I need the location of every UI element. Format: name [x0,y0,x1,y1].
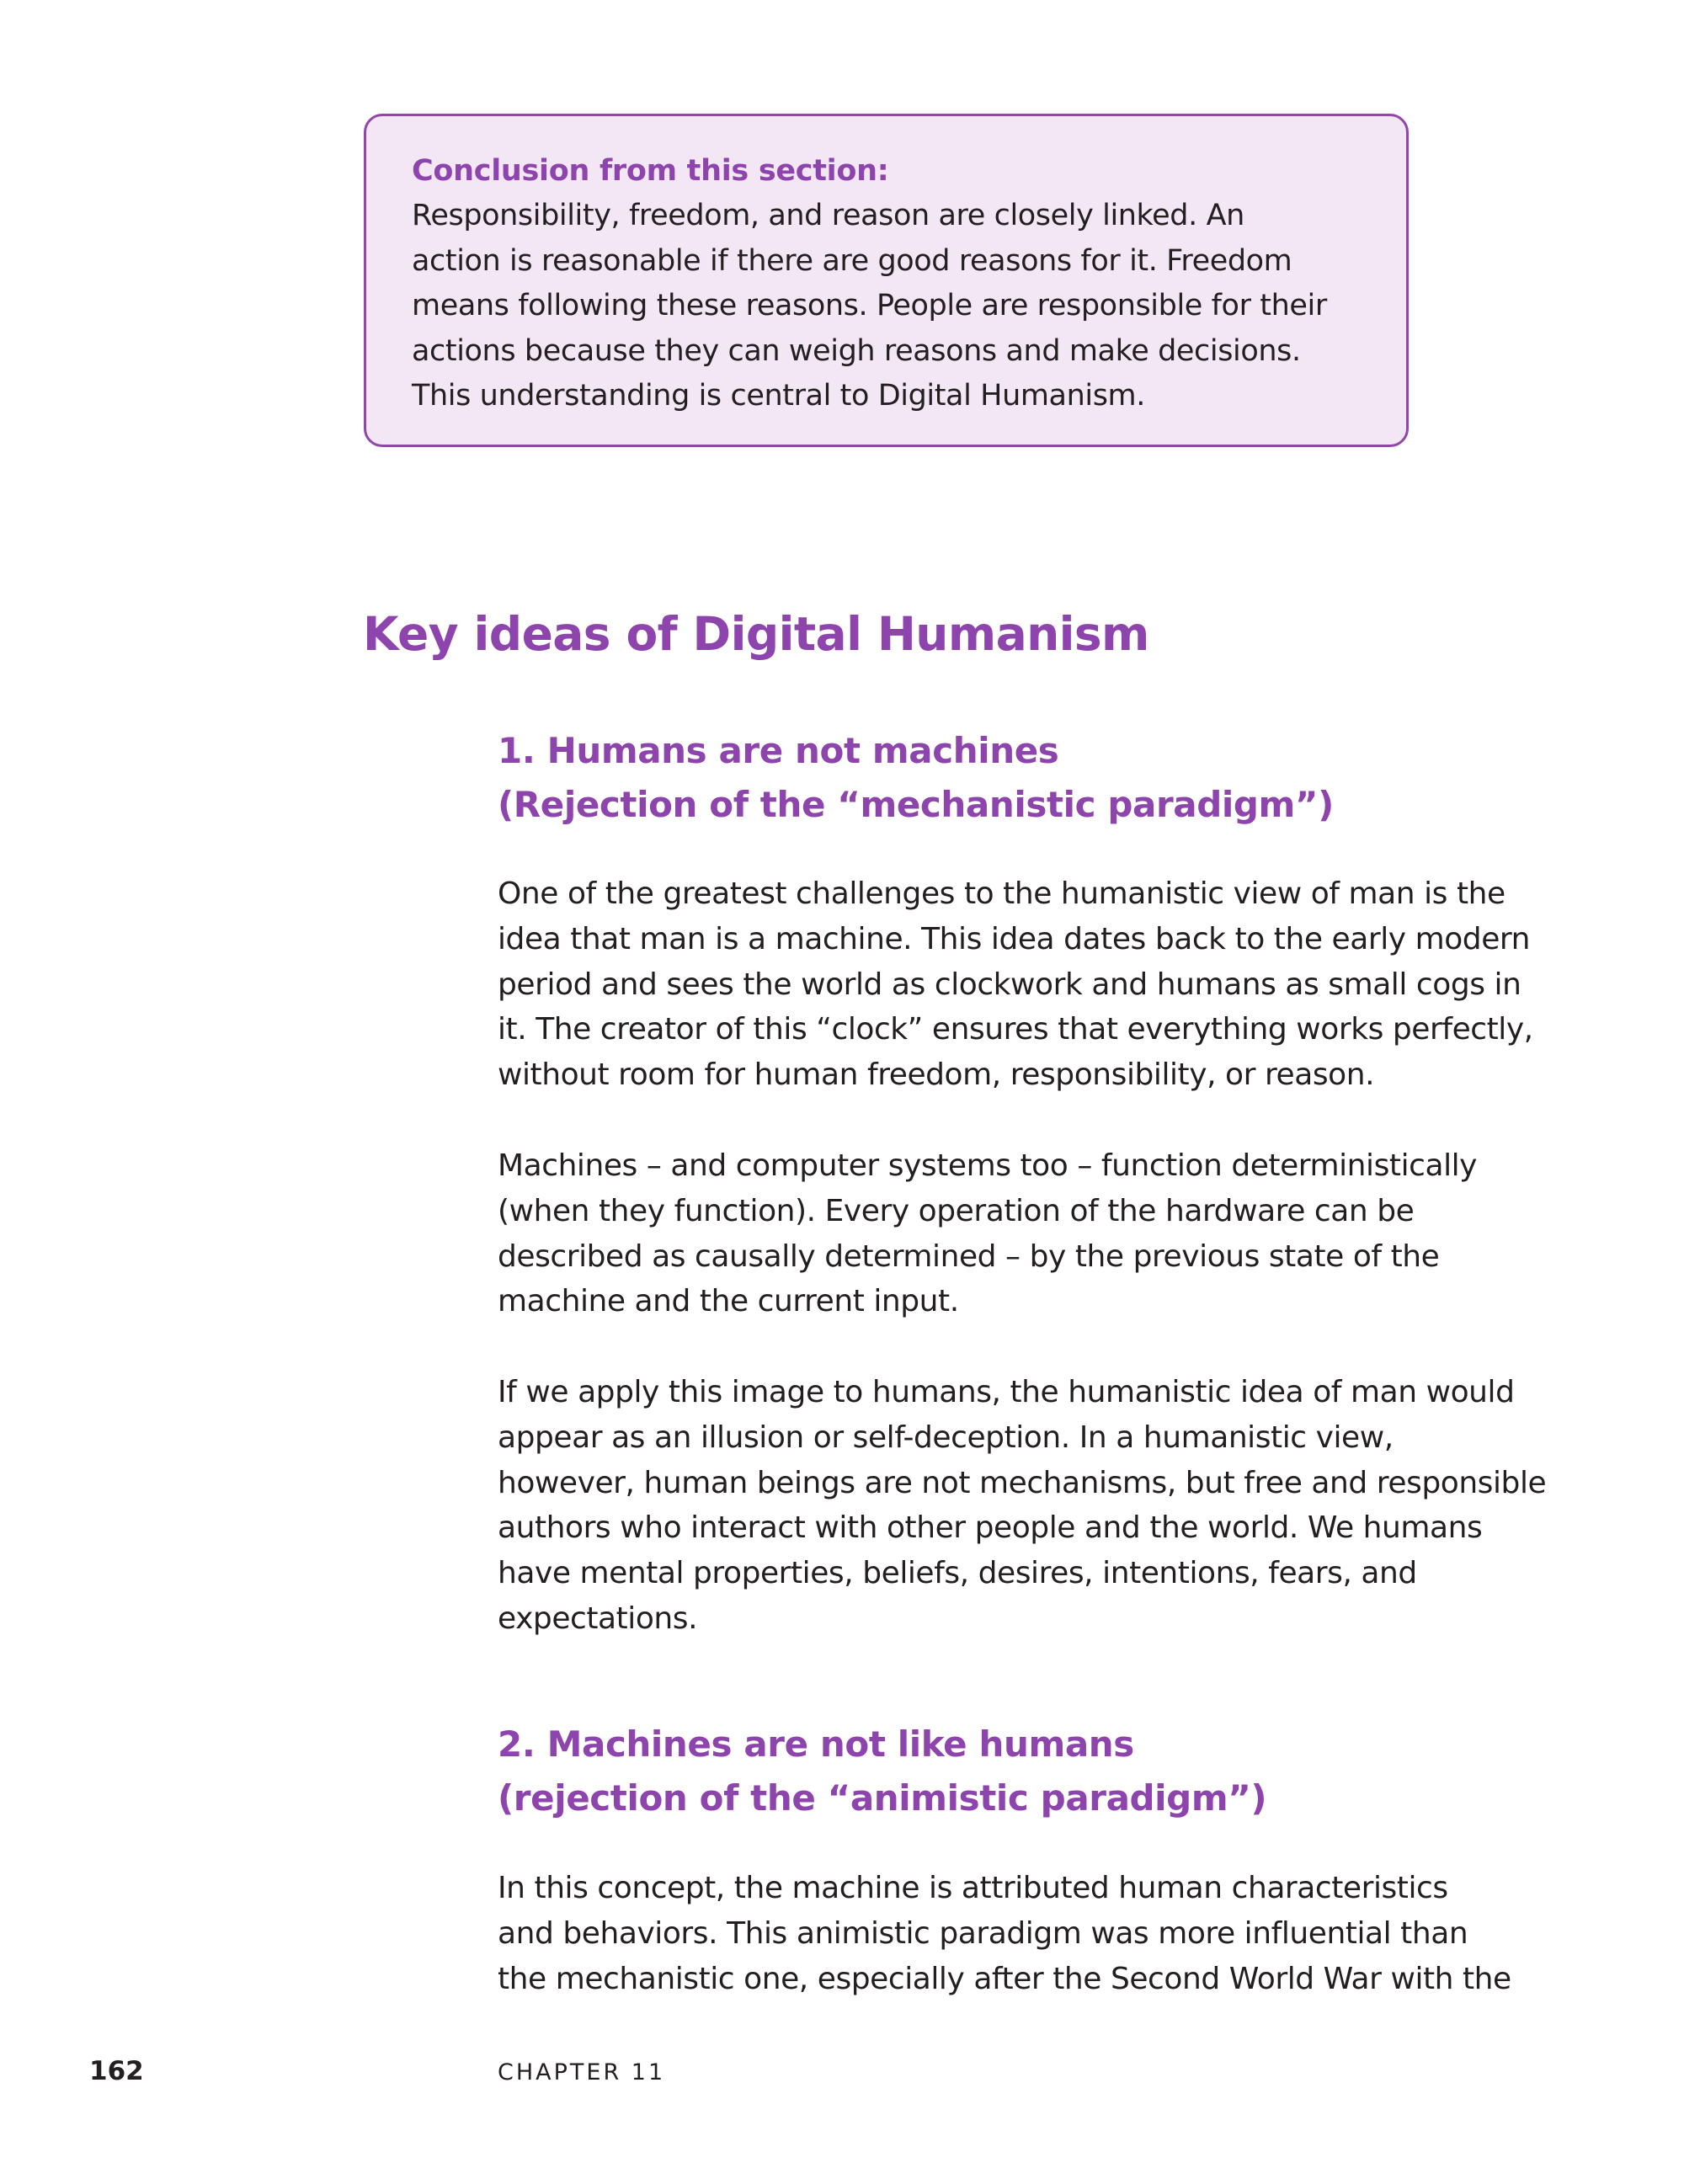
text-line: have mental properties, beliefs, desires, intentions, fears, and [498,1556,1417,1591]
conclusion-text [412,194,1361,419]
text-line: In this concept, the machine is attributed human characteristics [498,1871,1448,1905]
text-line: period and sees the world as clockwork and humans as small cogs in [498,967,1521,1002]
idea1-paragraph-2 [498,1143,1477,1324]
conclusion-line: actions because they can weigh reasons and make decisions. [412,333,1301,368]
text-line: however, human beings are not mechanisms, but free and responsible [498,1465,1547,1500]
text-line: (when they function). Every operation of the hardware can be [498,1193,1415,1228]
idea2-paragraph-1 [498,1866,1511,2001]
conclusion-title: Conclusion from this section: [412,154,889,188]
chapter-label: CHAPTER 11 [498,2059,666,2085]
conclusion-line: action is reasonable if there are good reasons for it. Freedom [412,243,1292,278]
conclusion-box [364,114,1409,447]
idea1-heading [498,724,1334,832]
text-line: machine and the current input. [498,1284,959,1319]
text-line: One of the greatest challenges to the humanistic view of man is the [498,876,1505,911]
text-line: appear as an illusion or self-deception. In a humanistic view, [498,1420,1394,1455]
idea2-heading [498,1718,1266,1825]
conclusion-line: This understanding is central to Digital Humanism. [412,379,1145,413]
text-line: Machines – and computer systems too – function deterministically [498,1148,1478,1183]
idea1-paragraph-3 [498,1370,1546,1642]
idea1-paragraph-1 [498,871,1533,1098]
idea1-heading-line2: (Rejection of the “mechanistic paradigm”) [498,784,1334,825]
page-number: 162 [89,2056,144,2086]
text-line: and behaviors. This animistic paradigm was more influential than [498,1915,1468,1951]
text-line: without room for human freedom, responsibility, or reason. [498,1057,1375,1093]
idea2-heading-line1: 2. Machines are not like humans [498,1723,1134,1765]
text-line: it. The creator of this “clock” ensures that everything works perfectly, [498,1012,1533,1047]
text-line: the mechanistic one, especially after the Second World War with the [498,1961,1511,1996]
text-line: If we apply this image to humans, the humanistic idea of man would [498,1375,1515,1409]
idea1-heading-line1: 1. Humans are not machines [498,730,1059,771]
text-line: expectations. [498,1601,698,1636]
conclusion-line: means following these reasons. People are responsible for their [412,289,1327,322]
idea2-heading-line2: (rejection of the “animistic paradigm”) [498,1777,1267,1819]
conclusion-line: Responsibility, freedom, and reason are closely linked. An [412,199,1244,232]
section-title: Key ideas of Digital Humanism [363,607,1149,661]
text-line: described as causally determined – by the previous state of the [498,1238,1440,1274]
text-line: authors who interact with other people and the world. We humans [498,1510,1483,1546]
text-line: idea that man is a machine. This idea dates back to the early modern [498,921,1530,956]
